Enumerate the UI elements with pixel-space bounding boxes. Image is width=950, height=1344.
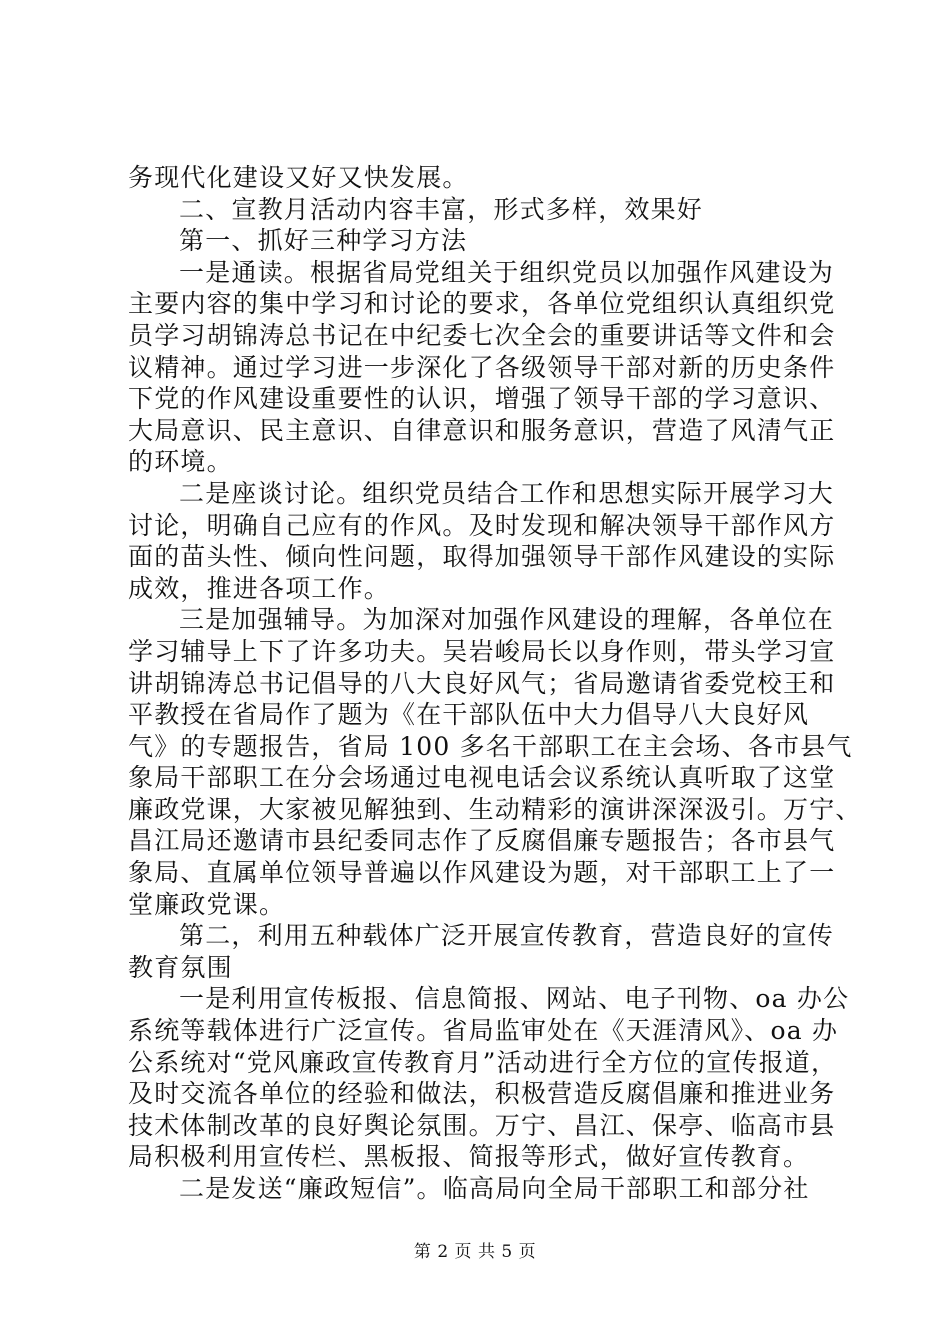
text-line: 员学习胡锦涛总书记在中纪委七次全会的重要讲话等文件和会	[128, 320, 836, 350]
text-line: 堂廉政党课。	[128, 889, 286, 919]
text-line: 大局意识、民主意识、自律意识和服务意识，营造了风清气正	[128, 415, 836, 445]
page-footer: 第 2 页 共 5 页	[413, 1242, 537, 1262]
text-line: 一是通读。根据省局党组关于组织党员以加强作风建设为	[179, 257, 835, 287]
text-line: 局积极利用宣传栏、黑板报、简报等形式，做好宣传教育。	[128, 1142, 810, 1172]
document-body	[128, 162, 862, 1205]
text-line: 平教授在省局作了题为《在干部队伍中大力倡导八大良好风	[128, 700, 810, 730]
text-line: 气》的专题报告，省局 100 多名干部职工在主会场、各市县气	[128, 731, 853, 761]
text-line: 主要内容的集中学习和讨论的要求，各单位党组织认真组织党	[128, 289, 836, 319]
text-line: 成效，推进各项工作。	[128, 573, 391, 603]
text-line: 象局干部职工在分会场通过电视电话会议系统认真听取了这堂	[128, 763, 836, 793]
text-line: 公系统对“党风廉政宣传教育月”活动进行全方位的宣传报道，	[128, 1047, 838, 1077]
text-line: 二是发送“廉政短信”。临高局向全局干部职工和部分社	[179, 1174, 810, 1203]
text-line: 第二，利用五种载体广泛开展宣传教育，营造良好的宣传	[179, 921, 835, 951]
text-line: 昌江局还邀请市县纪委同志作了反腐倡廉专题报告；各市县气	[128, 826, 836, 856]
text-line: 二、宣教月活动内容丰富，形式多样，效果好	[179, 194, 704, 224]
text-line: 面的苗头性、倾向性问题，取得加强领导干部作风建设的实际	[128, 542, 836, 572]
text-line: 一是利用宣传板报、信息简报、网站、电子刊物、oa 办公	[179, 984, 850, 1014]
text-line: 第一、抓好三种学习方法	[179, 226, 468, 256]
text-line: 讲胡锦涛总书记倡导的八大良好风气；省局邀请省委党校王和	[128, 668, 836, 698]
text-line: 二是座谈讨论。组织党员结合工作和思想实际开展学习大	[179, 478, 835, 508]
text-line: 三是加强辅导。为加深对加强作风建设的理解，各单位在	[179, 605, 835, 635]
text-line: 教育氛围	[128, 952, 233, 982]
text-line: 象局、直属单位领导普遍以作风建设为题，对干部职工上了一	[128, 858, 836, 888]
text-line: 系统等载体进行广泛宣传。省局监审处在《天涯清风》、oa 办	[128, 1016, 839, 1046]
text-line: 的环境。	[128, 447, 233, 477]
text-line: 讨论，明确自己应有的作风。及时发现和解决领导干部作风方	[128, 510, 836, 540]
text-line: 廉政党课，大家被见解独到、生动精彩的演讲深深汲引。万宁、	[128, 794, 862, 824]
text-line: 务现代化建设又好又快发展。	[128, 163, 469, 192]
text-line: 学习辅导上下了许多功夫。吴岩峻局长以身作则，带头学习宣	[128, 636, 836, 666]
text-line: 议精神。通过学习进一步深化了各级领导干部对新的历史条件	[128, 352, 836, 382]
text-line: 技术体制改革的良好舆论氛围。万宁、昌江、保亭、临高市县	[128, 1110, 836, 1140]
text-line: 下党的作风建设重要性的认识，增强了领导干部的学习意识、	[128, 384, 836, 414]
text-line: 及时交流各单位的经验和做法，积极营造反腐倡廉和推进业务	[128, 1079, 836, 1109]
